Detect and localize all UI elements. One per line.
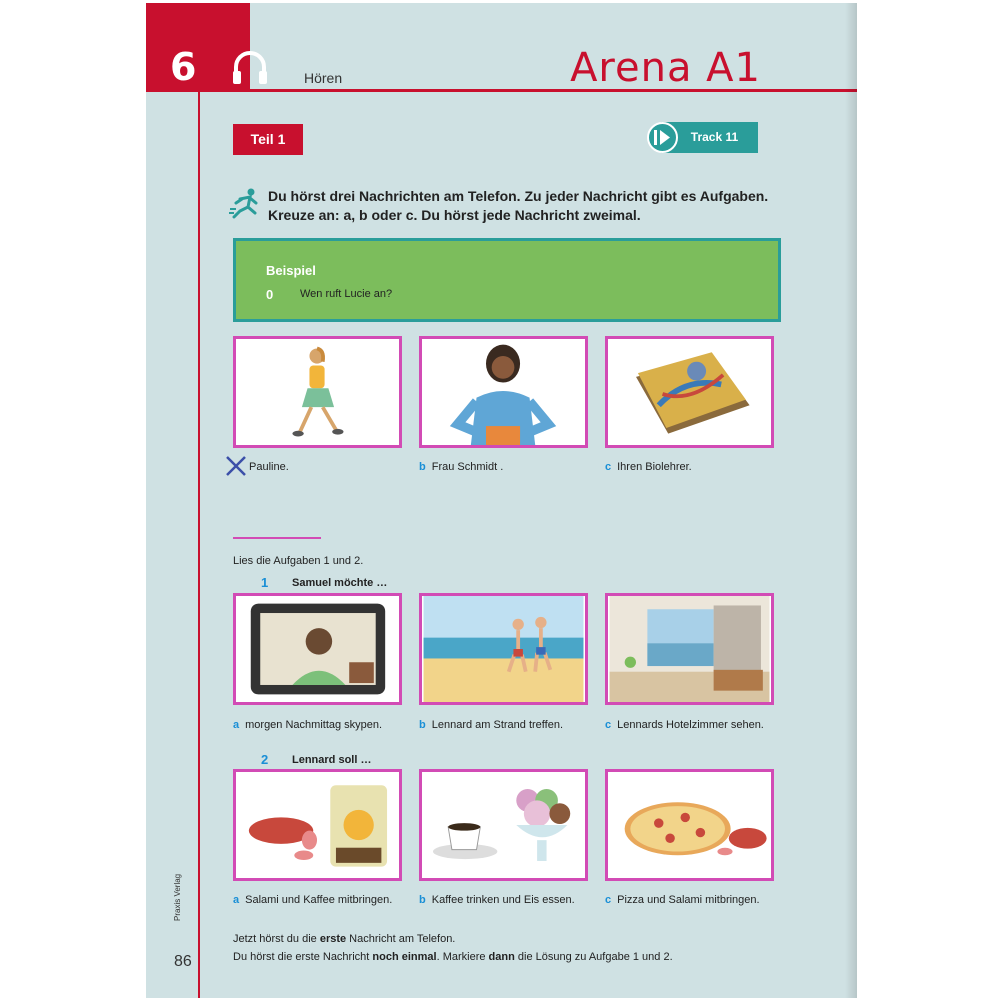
footer2-part: die Lösung zu Aufgabe 1 und 2.	[514, 951, 673, 963]
task2-option-b-letter: b	[419, 894, 426, 906]
example-option-b-letter: b	[419, 461, 426, 473]
chapter-number: 6	[170, 45, 197, 89]
task2-card-salami-coffee[interactable]	[233, 769, 402, 881]
brand-title: Arena A1	[570, 45, 761, 91]
track-button[interactable]	[647, 122, 758, 153]
margin-line	[198, 89, 200, 998]
task1-option-a-letter: a	[233, 719, 240, 731]
beispiel-box	[233, 238, 781, 322]
instruction-line-2: Kreuze an: a, b oder c. Du hörst jede Nachricht zweimal.	[268, 207, 641, 223]
option-card-girl-running[interactable]	[233, 336, 402, 448]
task2-option-b-text: Kaffee trinken und Eis essen.	[431, 894, 575, 906]
publisher-label: Praxis Verlag	[173, 873, 182, 921]
girl-running-illustration	[236, 339, 399, 445]
example-option-a[interactable]	[249, 461, 289, 473]
tablet-skype-illustration	[236, 596, 399, 702]
footer2-part: Du hörst die erste Nachricht	[233, 951, 373, 963]
example-option-c-letter: c	[605, 461, 612, 473]
footer2-part: . Markiere	[436, 951, 489, 963]
footer1-part: Nachricht am Telefon.	[346, 933, 456, 945]
chapter-box	[146, 3, 250, 89]
footer1-part: Jetzt hörst du die	[233, 933, 320, 945]
example-option-b[interactable]	[419, 461, 503, 473]
hotel-room-illustration	[608, 596, 771, 702]
workbook-page	[146, 3, 857, 998]
beispiel-title: Beispiel	[266, 263, 316, 278]
option-card-woman[interactable]	[419, 336, 588, 448]
example-option-c-text: Ihren Biolehrer.	[617, 461, 692, 473]
example-option-b-text: Frau Schmidt .	[431, 461, 504, 473]
task2-option-c[interactable]	[605, 894, 760, 906]
checked-cross-icon	[225, 455, 247, 477]
example-option-a-text: Pauline.	[249, 461, 289, 473]
headphones-icon	[230, 47, 270, 87]
play-icon	[653, 129, 671, 146]
beispiel-question: Wen ruft Lucie an?	[300, 288, 393, 300]
section-separator	[233, 537, 321, 539]
biology-book-illustration	[608, 339, 771, 445]
option-card-bio-book[interactable]	[605, 336, 774, 448]
task2-option-a[interactable]	[233, 894, 392, 906]
task1-number: 1	[261, 575, 269, 590]
section-label: Hören	[304, 70, 343, 86]
woman-illustration	[422, 339, 585, 445]
task2-card-coffee-icecream[interactable]	[419, 769, 588, 881]
task1-card-tablet[interactable]	[233, 593, 402, 705]
lies-instruction: Lies die Aufgaben 1 und 2.	[233, 555, 364, 567]
task1-option-a-text: morgen Nachmittag skypen.	[245, 719, 383, 731]
page-edge-shadow	[845, 3, 857, 998]
task1-option-a[interactable]	[233, 719, 382, 731]
footer2-bold: dann	[488, 951, 515, 963]
task2-prompt: Lennard soll …	[292, 754, 372, 766]
page-number: 86	[174, 953, 192, 970]
beispiel-number: 0	[266, 287, 274, 302]
task1-option-c-text: Lennards Hotelzimmer sehen.	[617, 719, 764, 731]
runner-icon	[228, 187, 262, 221]
task2-option-c-text: Pizza und Salami mitbringen.	[617, 894, 760, 906]
task1-option-b-text: Lennard am Strand treffen.	[431, 719, 564, 731]
task2-number: 2	[261, 752, 269, 767]
beach-illustration	[422, 596, 585, 702]
task1-option-b-letter: b	[419, 719, 426, 731]
instruction-line-1: Du hörst drei Nachrichten am Telefon. Zu jeder Nachricht gibt es Aufgaben.	[268, 188, 769, 204]
footer1-bold: erste	[319, 933, 347, 945]
task1-card-beach[interactable]	[419, 593, 588, 705]
coffee-icecream-illustration	[422, 772, 585, 878]
footer-instruction-2	[233, 951, 673, 963]
example-option-c[interactable]	[605, 461, 692, 473]
track-label: Track 11	[661, 122, 758, 153]
task2-option-a-text: Salami und Kaffee mitbringen.	[245, 894, 393, 906]
task2-option-b[interactable]	[419, 894, 575, 906]
footer2-bold: noch einmal	[372, 951, 437, 963]
task2-option-a-letter: a	[233, 894, 240, 906]
task1-card-hotel-room[interactable]	[605, 593, 774, 705]
teil-badge: Teil 1	[233, 124, 303, 155]
task2-card-pizza-salami[interactable]	[605, 769, 774, 881]
task1-option-b[interactable]	[419, 719, 563, 731]
task2-option-c-letter: c	[605, 894, 612, 906]
pizza-salami-illustration	[608, 772, 771, 878]
instruction-text	[268, 187, 828, 225]
task1-option-c-letter: c	[605, 719, 612, 731]
task1-prompt: Samuel möchte …	[292, 577, 388, 589]
salami-coffee-illustration	[236, 772, 399, 878]
footer-instruction-1	[233, 933, 455, 945]
task1-option-c[interactable]	[605, 719, 764, 731]
